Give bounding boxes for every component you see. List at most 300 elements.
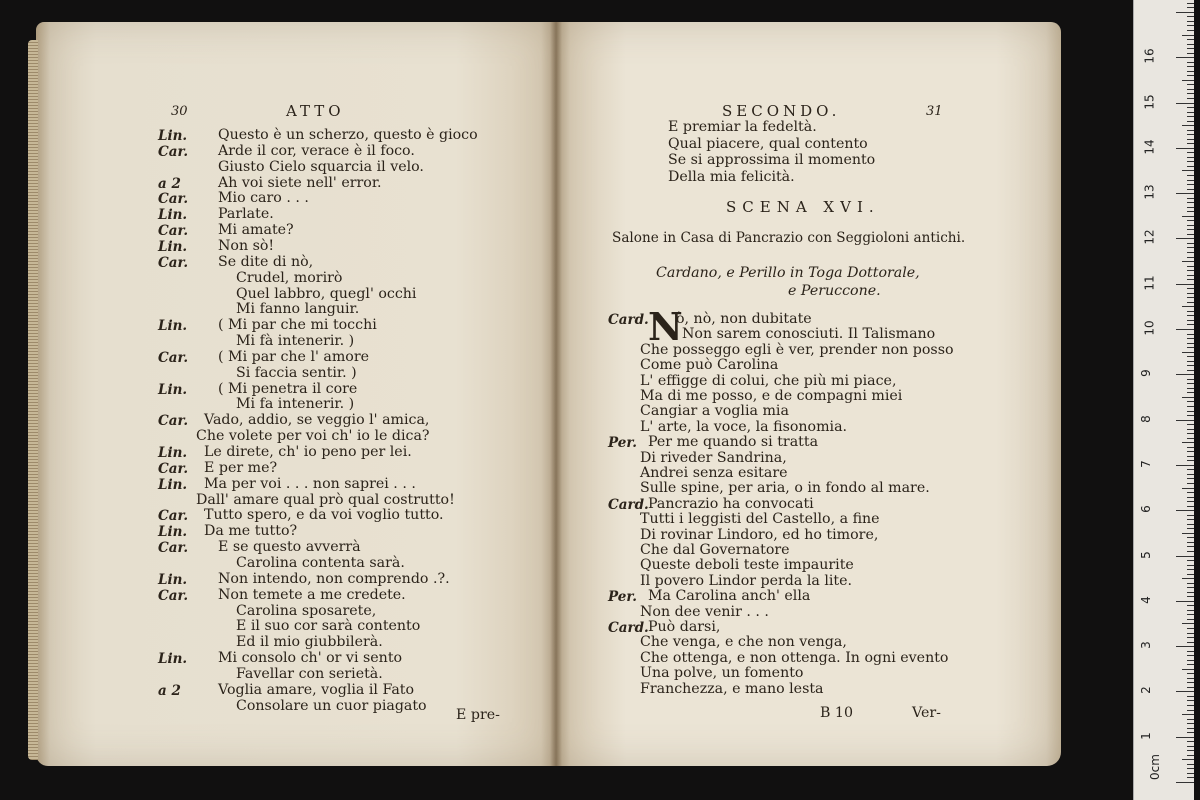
ruler-tick	[1187, 288, 1194, 289]
ruler-tick	[1187, 705, 1194, 706]
ruler-tick	[1176, 329, 1194, 330]
ruler-tick	[1187, 44, 1194, 45]
ruler-tick	[1187, 451, 1194, 452]
scene-characters-cont: e Peruccone.	[788, 283, 881, 299]
ruler-tick	[1187, 682, 1194, 683]
speaker-label: Card.	[608, 496, 649, 513]
ruler-number: 14	[1142, 139, 1157, 155]
ruler-tick	[1187, 93, 1194, 94]
ruler-tick	[1176, 238, 1194, 239]
ruler-tick	[1187, 506, 1194, 507]
ruler-tick	[1187, 438, 1194, 439]
ruler-number: 12	[1142, 229, 1157, 246]
ruler-tick	[1187, 411, 1194, 412]
verse-line: E se questo avverrà	[218, 539, 361, 556]
ruler-tick	[1187, 497, 1194, 498]
ruler-tick	[1187, 723, 1194, 724]
speaker-label: Lin.	[158, 207, 188, 224]
ruler-tick	[1182, 261, 1194, 262]
verse-line: Che volete per voi ch' io le dica?	[196, 428, 430, 445]
ruler-tick	[1187, 619, 1194, 620]
ruler-number: 6	[1138, 505, 1153, 514]
verse-line: Che ottenga, e non ottenga. In ogni evento	[640, 649, 949, 666]
ruler-tick	[1187, 379, 1194, 380]
ruler-tick	[1187, 361, 1194, 362]
ruler-tick	[1176, 782, 1194, 783]
ruler-tick	[1187, 478, 1194, 479]
ruler-tick	[1187, 515, 1194, 516]
speaker-label: Lin.	[158, 445, 188, 461]
scene-setting: Salone in Casa di Pancrazio con Seggioloni antichi.	[612, 230, 966, 246]
ruler-tick	[1187, 257, 1194, 258]
verse-line: L' arte, la voce, la fisonomia.	[640, 418, 848, 435]
verse-line: Ma di me posso, e de compagni miei	[640, 388, 903, 404]
ruler-tick	[1187, 3, 1194, 4]
ruler-tick	[1187, 696, 1194, 697]
speaker-label: Lin.	[158, 381, 188, 398]
ruler-tick	[1187, 764, 1194, 765]
ruler-tick	[1187, 587, 1194, 588]
ruler-tick	[1187, 560, 1194, 561]
ruler-tick	[1187, 198, 1194, 199]
ruler-tick	[1187, 678, 1194, 679]
ruler-tick	[1187, 700, 1194, 701]
speaker-label: Lin.	[158, 571, 188, 588]
ruler-tick	[1187, 189, 1194, 190]
ruler-tick	[1187, 637, 1194, 638]
ruler-tick	[1187, 16, 1194, 17]
ruler-tick	[1187, 456, 1194, 457]
ruler-tick	[1187, 655, 1194, 656]
book-gutter	[550, 22, 562, 766]
ruler-tick	[1187, 112, 1194, 113]
speaker-label: Card.	[608, 620, 649, 636]
ruler-tick	[1182, 488, 1194, 489]
verse-line: Non dee venir . . .	[640, 603, 769, 620]
page-header: SECONDO.	[722, 102, 841, 120]
verse-line: Dall' amare qual prò qual costrutto!	[196, 491, 455, 508]
speaker-label: Lin.	[158, 524, 188, 541]
speaker-label: Car.	[158, 349, 189, 366]
ruler-tick	[1187, 605, 1194, 606]
ruler-tick	[1187, 614, 1194, 615]
ruler-tick	[1187, 180, 1194, 181]
ruler-tick	[1187, 732, 1194, 733]
ruler-tick	[1187, 297, 1194, 298]
verse-line: Andrei senza esitare	[640, 465, 788, 481]
ruler-tick	[1187, 220, 1194, 221]
ruler-tick	[1187, 583, 1194, 584]
ruler-tick	[1187, 134, 1194, 135]
speaker-label: Per.	[608, 589, 637, 606]
ruler-tick	[1187, 469, 1194, 470]
verse-line: Favellar con serietà.	[236, 665, 383, 682]
verse-line: E per me?	[204, 459, 278, 476]
verse-line: Crudel, morirò	[236, 269, 343, 286]
ruler-tick	[1182, 623, 1194, 624]
verse-line: Consolare un cuor piagato	[236, 697, 427, 714]
ruler-number: 5	[1138, 550, 1153, 559]
ruler-tick	[1176, 510, 1194, 511]
ruler-tick	[1182, 442, 1194, 443]
verse-line: Che venga, e che non venga,	[640, 634, 847, 651]
ruler-tick	[1187, 483, 1194, 484]
ruler-tick	[1187, 750, 1194, 751]
ruler-tick	[1187, 343, 1194, 344]
ruler-tick	[1187, 279, 1194, 280]
ruler-tick	[1187, 270, 1194, 271]
ruler-tick	[1176, 148, 1194, 149]
verse-line: Questo è un scherzo, questo è gioco	[218, 127, 478, 143]
verse-line: Una polve, un fomento	[640, 665, 804, 682]
verse-line: ( Mi par che l' amore	[218, 348, 370, 365]
verse-line: Come può Carolina	[640, 357, 779, 374]
ruler-tick	[1187, 392, 1194, 393]
ruler-tick	[1187, 474, 1194, 475]
ruler-tick	[1187, 71, 1194, 72]
verse-line: Il povero Lindor perda la lite.	[640, 572, 853, 589]
ruler-tick	[1182, 533, 1194, 534]
verse-line: L' effigge di colui, che più mi piace,	[640, 372, 897, 389]
verse-line: Di rovinar Lindoro, ed ho timore,	[640, 526, 879, 543]
ruler-number: 13	[1142, 184, 1157, 200]
verse-line: Da me tutto?	[204, 523, 298, 540]
ruler-tick	[1187, 633, 1194, 634]
verse-line: ( Mi penetra il core	[218, 380, 358, 397]
scene-title: SCENA XVI.	[726, 198, 880, 216]
ruler-tick	[1176, 374, 1194, 375]
verse-line: Ma per voi . . . non saprei . . .	[204, 475, 416, 492]
ruler-tick	[1182, 352, 1194, 353]
ruler-unit-label: 0cm	[1147, 754, 1162, 780]
ruler-tick	[1187, 7, 1194, 8]
ruler-tick	[1187, 356, 1194, 357]
speaker-label: Car.	[158, 413, 189, 430]
ruler-tick	[1187, 596, 1194, 597]
ruler-tick	[1187, 460, 1194, 461]
verse-line: Che posseggo egli è ver, prender non posso	[640, 341, 954, 358]
ruler-number: 1	[1138, 731, 1153, 740]
ruler-tick	[1187, 773, 1194, 774]
page-edges	[28, 40, 38, 760]
ruler-tick	[1187, 741, 1194, 742]
ruler-tick	[1182, 216, 1194, 217]
verse-line: Carolina sposarete,	[236, 602, 377, 619]
verse-line: Giusto Cielo squarcia il velo.	[218, 158, 424, 175]
ruler-tick	[1187, 551, 1194, 552]
ruler-tick	[1187, 383, 1194, 384]
ruler-tick	[1187, 537, 1194, 538]
verse-line: ( Mi par che mi tocchi	[218, 317, 377, 334]
ruler-tick	[1187, 524, 1194, 525]
ruler-tick	[1187, 302, 1194, 303]
ruler-tick	[1182, 125, 1194, 126]
speaker-label: a 2	[158, 682, 181, 699]
ruler-tick	[1187, 39, 1194, 40]
ruler-tick	[1187, 755, 1194, 756]
left-page	[36, 22, 556, 766]
ruler-tick	[1176, 646, 1194, 647]
ruler-tick	[1176, 103, 1194, 104]
ruler-tick	[1176, 12, 1194, 13]
ruler-tick	[1187, 569, 1194, 570]
ruler-tick	[1187, 768, 1194, 769]
ruler-number: 16	[1142, 48, 1157, 64]
verse-line: Può darsi,	[648, 619, 721, 635]
speaker-label: Car.	[158, 143, 189, 160]
ruler-tick	[1182, 80, 1194, 81]
ruler-tick	[1187, 130, 1194, 131]
ruler-tick	[1187, 660, 1194, 661]
speaker-label: Car.	[158, 540, 189, 557]
ruler-tick	[1187, 334, 1194, 335]
ruler-tick	[1187, 447, 1194, 448]
verse-line: Queste deboli teste impaurite	[640, 557, 854, 574]
ruler-tick	[1187, 320, 1194, 321]
page-header: ATTO	[286, 102, 345, 120]
verse-line: Se dite di nò,	[218, 253, 314, 270]
ruler-tick	[1187, 21, 1194, 22]
ruler-tick	[1182, 669, 1194, 670]
ruler-tick	[1176, 193, 1194, 194]
ruler-tick	[1187, 121, 1194, 122]
verse-line: Tutto spero, e da voi voglio tutto.	[204, 507, 444, 524]
ruler-tick	[1187, 429, 1194, 430]
ruler-tick	[1187, 66, 1194, 67]
measuring-ruler	[1133, 0, 1194, 800]
ruler-tick	[1187, 48, 1194, 49]
ruler-tick	[1187, 161, 1194, 162]
speaker-label: Lin.	[158, 651, 188, 668]
ruler-tick	[1187, 311, 1194, 312]
catchword: E pre-	[456, 707, 500, 723]
ruler-tick	[1182, 759, 1194, 760]
ruler-tick	[1187, 592, 1194, 593]
ruler-tick	[1187, 642, 1194, 643]
ruler-tick	[1176, 420, 1194, 421]
ruler-number: 4	[1138, 595, 1153, 604]
ruler-tick	[1187, 501, 1194, 502]
ruler-tick	[1187, 157, 1194, 158]
verse-line: Che dal Governatore	[640, 542, 790, 558]
ruler-tick	[1187, 401, 1194, 402]
verse-line: Mio caro . . .	[218, 190, 309, 207]
verse-line: Parlate.	[218, 206, 274, 223]
ruler-tick	[1187, 202, 1194, 203]
ruler-tick	[1187, 89, 1194, 90]
speaker-label: Car.	[158, 191, 189, 208]
ruler-tick	[1187, 143, 1194, 144]
open-book	[36, 14, 1066, 774]
ruler-tick	[1182, 714, 1194, 715]
ruler-tick	[1187, 710, 1194, 711]
verse-line: Pancrazio ha convocati	[648, 495, 814, 512]
ruler-tick	[1176, 556, 1194, 557]
ruler-tick	[1187, 25, 1194, 26]
ruler-tick	[1187, 673, 1194, 674]
speaker-label: a 2	[158, 175, 181, 192]
verse-line: Ah voi siete nell' error.	[218, 174, 382, 191]
verse-line: Sulle spine, per aria, o in fondo al mare.	[640, 480, 930, 497]
ruler-tick	[1187, 687, 1194, 688]
ruler-tick	[1182, 397, 1194, 398]
verse-line: Cangiar a voglia mia	[640, 403, 789, 420]
ruler-tick	[1187, 664, 1194, 665]
ruler-tick	[1187, 207, 1194, 208]
verse-line: Non sò!	[218, 237, 275, 254]
verse-line: Mi fanno languir.	[236, 301, 360, 318]
speaker-label: Car.	[158, 254, 189, 271]
ruler-tick	[1182, 578, 1194, 579]
ruler-tick	[1187, 728, 1194, 729]
drop-capital: N	[648, 304, 683, 349]
verse-line: E il suo cor sarà contento	[236, 618, 421, 635]
ruler-tick	[1187, 30, 1194, 31]
verse-line: Se si approssima il momento	[668, 152, 876, 168]
ruler-tick	[1187, 247, 1194, 248]
verse-line: Ma Carolina anch' ella	[648, 588, 811, 605]
right-page	[556, 22, 1061, 766]
verse-line: Si faccia sentir. )	[236, 364, 357, 381]
verse-line: Di riveder Sandrina,	[640, 449, 787, 466]
ruler-tick	[1187, 415, 1194, 416]
ruler-number: 9	[1138, 369, 1153, 378]
speaker-label: Card.	[608, 312, 649, 328]
ruler-tick	[1187, 211, 1194, 212]
ruler-tick	[1176, 601, 1194, 602]
ruler-tick	[1187, 574, 1194, 575]
ruler-tick	[1187, 433, 1194, 434]
ruler-tick	[1176, 691, 1194, 692]
ruler-tick	[1187, 225, 1194, 226]
ruler-tick	[1182, 170, 1194, 171]
verse-line: Per me quando si tratta	[648, 434, 819, 451]
speaker-label: Car.	[158, 223, 189, 240]
speaker-label: Car.	[158, 508, 189, 525]
ruler-tick	[1187, 53, 1194, 54]
verse-line: ò, nò, non dubitate	[676, 311, 812, 327]
ruler-tick	[1187, 84, 1194, 85]
verse-line: Le direte, ch' io peno per lei.	[204, 444, 412, 460]
signature-mark: B 10	[820, 705, 853, 721]
ruler-tick	[1182, 35, 1194, 36]
ruler-tick	[1187, 628, 1194, 629]
ruler-tick	[1187, 98, 1194, 99]
ruler-tick	[1187, 266, 1194, 267]
ruler-tick	[1187, 107, 1194, 108]
ruler-tick	[1187, 565, 1194, 566]
ruler-number: 15	[1142, 93, 1157, 110]
speaker-label: Per.	[608, 435, 637, 452]
ruler-tick	[1187, 719, 1194, 720]
speaker-label: Lin.	[158, 128, 188, 144]
ruler-tick	[1187, 542, 1194, 543]
ruler-tick	[1187, 406, 1194, 407]
ruler-tick	[1187, 139, 1194, 140]
ruler-tick	[1182, 306, 1194, 307]
verse-line: Mi fà intenerir. )	[236, 333, 355, 350]
ruler-tick	[1187, 546, 1194, 547]
ruler-number: 3	[1138, 641, 1153, 649]
verse-line: Quel labbro, quegl' occhi	[236, 285, 417, 302]
ruler-tick	[1187, 62, 1194, 63]
ruler-tick	[1187, 610, 1194, 611]
ruler-number: 2	[1138, 686, 1153, 695]
verse-line: Della mia felicità.	[668, 168, 795, 185]
ruler-tick	[1187, 243, 1194, 244]
page-number: 30	[171, 104, 188, 119]
verse-line: Mi fa intenerir. )	[236, 396, 355, 413]
ruler-tick	[1176, 284, 1194, 285]
ruler-tick	[1176, 465, 1194, 466]
ruler-tick	[1187, 166, 1194, 167]
ruler-tick	[1187, 424, 1194, 425]
ruler-number: 10	[1142, 320, 1157, 336]
verse-line: Tutti i leggisti del Castello, a fine	[640, 511, 880, 528]
ruler-number: 8	[1138, 414, 1153, 423]
ruler-number: 11	[1142, 275, 1157, 291]
verse-line: E premiar la fedeltà.	[668, 119, 817, 135]
ruler-tick	[1187, 75, 1194, 76]
ruler-tick	[1187, 293, 1194, 294]
ruler-tick	[1187, 116, 1194, 117]
ruler-tick	[1187, 252, 1194, 253]
page-number: 31	[926, 104, 943, 119]
ruler-tick	[1187, 347, 1194, 348]
ruler-tick	[1187, 370, 1194, 371]
ruler-tick	[1187, 229, 1194, 230]
ruler-tick	[1187, 152, 1194, 153]
verse-line: Vado, addio, se veggio l' amica,	[204, 412, 430, 429]
ruler-tick	[1176, 737, 1194, 738]
speaker-label: Car.	[158, 460, 189, 477]
ruler-tick	[1187, 175, 1194, 176]
ruler-tick	[1176, 57, 1194, 58]
scene-characters: Cardano, e Perillo in Toga Dottorale,	[656, 265, 920, 281]
ruler-tick	[1187, 746, 1194, 747]
verse-line: Voglia amare, voglia il Fato	[218, 681, 415, 698]
verse-line: Qual piacere, qual contento	[668, 135, 868, 152]
verse-line: Carolina contenta sarà.	[236, 554, 405, 571]
ruler-tick	[1187, 777, 1194, 778]
ruler-tick	[1187, 651, 1194, 652]
ruler-number: 7	[1138, 460, 1153, 468]
speaker-label: Lin.	[158, 318, 188, 335]
ruler-tick	[1187, 234, 1194, 235]
verse-line: Mi consolo ch' or vi sento	[218, 650, 403, 667]
verse-line: Franchezza, e mano lesta	[640, 680, 824, 697]
verse-line: Mi amate?	[218, 222, 294, 239]
catchword: Ver-	[912, 705, 941, 721]
ruler-tick	[1187, 492, 1194, 493]
verse-line: Non temete a me credete.	[218, 586, 406, 603]
ruler-tick	[1187, 275, 1194, 276]
ruler-tick	[1187, 324, 1194, 325]
ruler-tick	[1187, 519, 1194, 520]
verse-line: Non intendo, non comprendo .?.	[218, 570, 450, 587]
ruler-tick	[1187, 388, 1194, 389]
ruler-tick	[1187, 528, 1194, 529]
speaker-label: Lin.	[158, 238, 188, 255]
ruler-tick	[1187, 338, 1194, 339]
verse-line: Ed il mio giubbilerà.	[236, 634, 383, 651]
speaker-label: Car.	[158, 587, 189, 604]
ruler-tick	[1187, 315, 1194, 316]
ruler-tick	[1187, 365, 1194, 366]
verse-line: Non sarem conosciuti. Il Talismano	[682, 326, 936, 343]
speaker-label: Lin.	[158, 476, 188, 493]
verse-line: Arde il cor, verace è il foco.	[218, 142, 415, 159]
